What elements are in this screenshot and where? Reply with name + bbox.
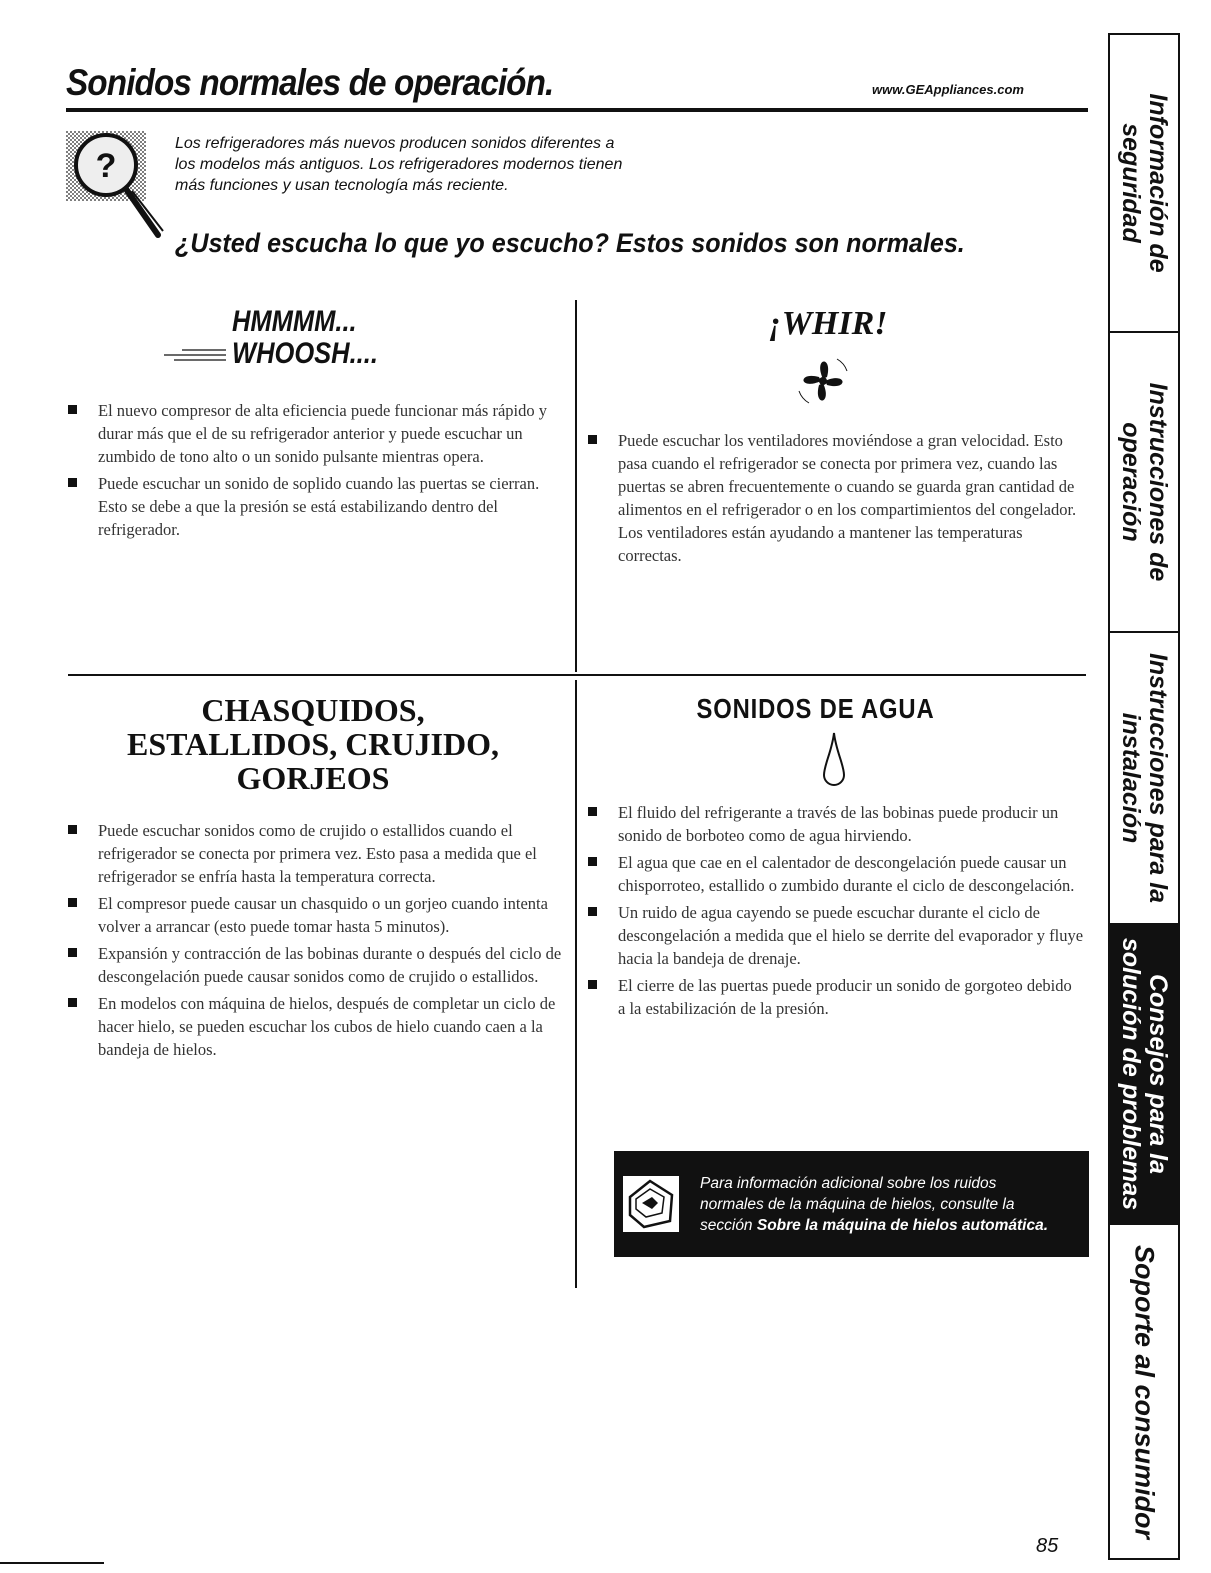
section-title-chasquidos: CHASQUIDOS, ESTALLIDOS, CRUJIDO, GORJEOS: [127, 692, 499, 796]
bullet-list: [588, 801, 1083, 1020]
section-hmm-whoosh: [68, 305, 558, 545]
list-item: El agua que cae en el calentador de descongelación puede causar un chisporroteo, estallido o zumbido durante el ciclo de descongelación.: [588, 851, 1083, 897]
column-divider-top: [575, 300, 577, 672]
bullet-square-icon: [68, 998, 77, 1007]
bullet-list: [68, 819, 568, 1061]
water-drop-icon: [822, 731, 846, 787]
intro-line-1: Los refrigeradores más nuevos producen sonidos diferentes a: [175, 135, 615, 152]
section-chasquidos: [68, 693, 568, 1065]
list-item: Un ruido de agua cayendo se puede escuchar durante el ciclo de descongelación a medida que el hielo se derrite del evaporador y fluye hacia la bandeja de drenaje.: [588, 901, 1083, 970]
ice-maker-section-link[interactable]: Sobre la máquina de hielos automática.: [756, 1216, 1049, 1234]
bullet-square-icon: [588, 907, 597, 916]
info-box-text: Para información adicional sobre los ruidos normales de la máquina de hielos, consulte la sección Sobre la máquina de hielos automática.: [700, 1174, 1049, 1234]
list-item: Puede escuchar sonidos como de crujido o estallidos cuando el refrigerador se conecta por primera vez. Esto pasa a medida que el refrigerador se enfría hasta la temperatura correcta.: [68, 819, 568, 888]
title-rule: [66, 108, 1088, 112]
bullet-list: [588, 429, 1078, 567]
list-item: El compresor puede causar un chasquido o un gorjeo cuando intenta volver a arrancar (esto puede tomar hasta 5 minutos).: [68, 892, 568, 938]
bullet-square-icon: [68, 948, 77, 957]
bullet-list: [68, 399, 558, 541]
tab-soporte-consumidor[interactable]: Soporte al consumidor: [1129, 1244, 1160, 1539]
website-url[interactable]: www.GEAppliances.com: [872, 82, 1024, 97]
list-item: En modelos con máquina de hielos, después de completar un ciclo de hacer hielo, se pueden escuchar los cubos de hielo cuando caen a la bandeja de hielos.: [68, 992, 568, 1061]
list-item: Puede escuchar los ventiladores moviéndose a gran velocidad. Esto pasa cuando el refrigerador se conecta por primera vez, cuando las puertas se abren frecuentemente o cuando se guarda gran cantidad de alimentos en el refrigerador o en los compartimientos del congelador. Los ventiladores están ayudando a mantener las temperaturas correctas.: [588, 429, 1078, 567]
ice-maker-icon: [622, 1175, 680, 1233]
column-divider-bottom: [575, 680, 577, 1288]
question-magnifier-icon: [66, 127, 176, 242]
section-title-whoosh: WHOOSH....: [232, 337, 378, 370]
tab-instrucciones-operacion[interactable]: Instrucciones de operación: [1110, 333, 1178, 633]
tab-instrucciones-instalacion[interactable]: Instrucciones para la instalación: [1110, 633, 1178, 925]
intro-line-3: más funciones y usan tecnología más reciente.: [175, 177, 509, 194]
bullet-square-icon: [68, 405, 77, 414]
list-item: El nuevo compresor de alta eficiencia puede funcionar más rápido y durar más que el de su refrigerador anterior y puede escuchar un zumbido de tono alto o un sonido pulsante mientras opera.: [68, 399, 558, 468]
fan-icon: [791, 349, 855, 413]
bullet-square-icon: [588, 807, 597, 816]
bullet-square-icon: [68, 898, 77, 907]
ice-maker-info-box: [614, 1151, 1089, 1257]
list-item: El cierre de las puertas puede producir un sonido de gorgoteo debido a la estabilización de la presión.: [588, 974, 1083, 1020]
section-tabs: [1108, 33, 1180, 1560]
bullet-square-icon: [68, 478, 77, 487]
subheading: ¿Usted escucha lo que yo escucho? Estos sonidos son normales.: [175, 228, 965, 258]
section-agua: [588, 693, 1083, 1024]
list-item: El fluido del refrigerante a través de las bobinas puede producir un sonido de borboteo como de agua hirviendo.: [588, 801, 1083, 847]
page-number: 85: [1036, 1535, 1059, 1557]
page-title: Sonidos normales de operación.: [66, 62, 554, 103]
tab-informacion-seguridad[interactable]: Información de seguridad: [1110, 35, 1178, 333]
list-item: Puede escuchar un sonido de soplido cuando las puertas se cierran. Esto se debe a que la presión se está estabilizando dentro del refrigerador.: [68, 472, 558, 541]
section-title-whir: ¡WHIR!: [768, 305, 888, 342]
intro-line-2: los modelos más antiguos. Los refrigeradores modernos tienen: [175, 156, 623, 173]
svg-text:?: ?: [95, 147, 117, 185]
intro-text: [175, 133, 735, 196]
bullet-square-icon: [68, 825, 77, 834]
bullet-square-icon: [588, 435, 597, 444]
row-divider: [68, 674, 1086, 676]
bottom-rule: [0, 1562, 104, 1564]
whoosh-lines-icon: [164, 344, 226, 364]
section-whir: [588, 305, 1078, 571]
bullet-square-icon: [588, 857, 597, 866]
bullet-square-icon: [588, 980, 597, 989]
section-title-agua: SONIDOS DE AGUA: [696, 693, 935, 724]
list-item: Expansión y contracción de las bobinas durante o después del ciclo de descongelación puede causar sonidos como de crujido o estallidos.: [68, 942, 568, 988]
section-title-hmm: HMMMM...: [232, 305, 357, 338]
tab-solucion-problemas[interactable]: Consejos para la solución de problemas: [1110, 925, 1178, 1225]
